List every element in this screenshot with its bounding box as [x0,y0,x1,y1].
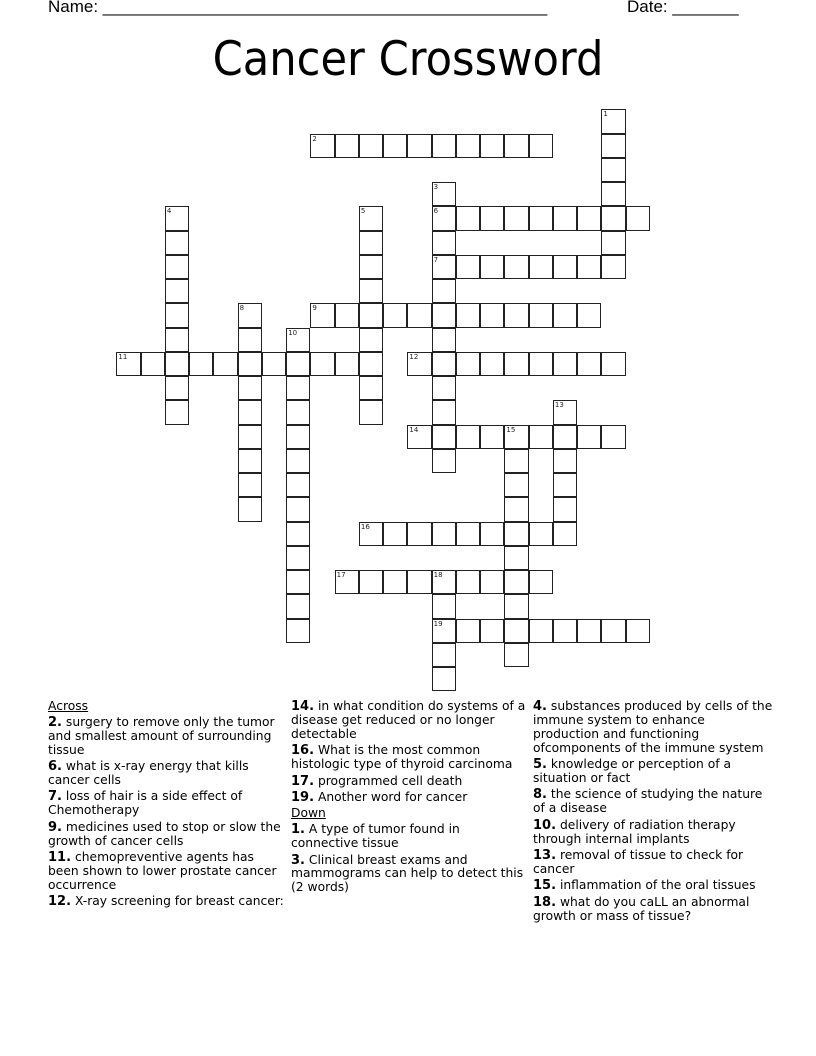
grid-cell[interactable] [553,352,577,376]
clues-column-1 [48,700,288,912]
date-field[interactable]: Date: _______ [627,0,739,16]
clue-down-13: 13. removal of tissue to check for cancer [533,848,744,876]
clue-across-12: 12. X-ray screening for breast cancer: [48,894,284,910]
grid-cell[interactable] [601,255,625,279]
clue-number: 17 [336,571,346,580]
grid-cell[interactable] [456,303,480,327]
grid-cell[interactable] [383,570,407,594]
grid-cell[interactable] [456,134,480,158]
clue-number: 15 [506,425,516,434]
grid-cell[interactable] [335,134,359,158]
grid-cell[interactable] [577,619,601,643]
grid-cell[interactable] [529,206,553,230]
grid-cell[interactable] [238,497,262,521]
grid-cell[interactable] [432,206,456,230]
grid-cell[interactable] [141,352,165,376]
grid-cell[interactable] [262,352,286,376]
grid-cell[interactable] [286,570,310,594]
clue-down-18: 18. what do you caLL an abnormal growth or mass of tissue? [533,894,750,923]
grid-cell[interactable] [553,522,577,546]
grid-cell[interactable] [286,473,310,497]
grid-cell[interactable] [432,376,456,400]
grid-cell[interactable] [456,352,480,376]
grid-cell[interactable] [383,522,407,546]
clue-across-14: 14. in what condition do systems of a disease get reduced or no longer detectable [291,699,526,741]
grid-cell[interactable] [553,303,577,327]
grid-cell[interactable] [286,449,310,473]
grid-cell[interactable] [359,206,383,230]
grid-cell[interactable] [335,570,359,594]
clue-across-17: 17. programmed cell death [291,773,463,789]
grid-cell[interactable] [359,231,383,255]
grid-cell[interactable] [529,134,553,158]
grid-cell[interactable] [456,206,480,230]
grid-cell[interactable] [480,255,504,279]
grid-cell[interactable] [286,376,310,400]
grid-cell[interactable] [238,473,262,497]
grid-cell[interactable] [432,594,456,618]
grid-cell[interactable] [432,134,456,158]
clue-number: 1 [603,110,608,119]
clue-number: 19 [433,619,443,628]
grid-cell[interactable] [456,425,480,449]
grid-cell[interactable] [504,473,528,497]
grid-cell[interactable] [577,303,601,327]
clue-number: 14 [409,425,419,434]
grid-cell[interactable] [504,449,528,473]
grid-cell[interactable] [165,279,189,303]
grid-cell[interactable] [553,425,577,449]
clue-down-8: 8. the science of studying the nature of a disease [533,787,763,816]
grid-cell[interactable] [504,255,528,279]
grid-cell[interactable] [553,619,577,643]
grid-cell[interactable] [529,255,553,279]
grid-cell[interactable] [189,352,213,376]
grid-cell[interactable] [504,619,528,643]
grid-cell[interactable] [480,134,504,158]
grid-cell[interactable] [553,400,577,424]
grid-cell[interactable] [504,522,528,546]
grid-cell[interactable] [529,522,553,546]
clue-number: 3 [433,183,439,192]
grid-cell[interactable] [577,425,601,449]
grid-cell[interactable] [407,303,431,327]
grid-cell[interactable] [335,303,359,327]
grid-cell[interactable] [553,473,577,497]
clue-down-3: 3. Clinical breast exams and mammograms can help to detect this (2 words) [291,852,524,895]
grid-cell[interactable] [432,400,456,424]
grid-cell[interactable] [165,376,189,400]
grid-cell[interactable] [286,400,310,424]
grid-cell[interactable] [359,279,383,303]
grid-cell[interactable] [238,303,262,327]
grid-cell[interactable] [480,352,504,376]
grid-cell[interactable] [601,352,625,376]
grid-cell[interactable] [286,522,310,546]
grid-cell[interactable] [504,206,528,230]
clue-across-9: 9. medicines used to stop or slow the growth of cancer cells [48,819,281,848]
grid-cell[interactable] [529,619,553,643]
grid-cell[interactable] [601,182,625,206]
grid-cell[interactable] [432,425,456,449]
clue-across-11: 11. chemopreventive agents has been shown to lower prostate cancer occurrence [48,850,277,892]
grid-cell[interactable] [456,619,480,643]
grid-cell[interactable] [407,425,431,449]
grid-cell[interactable] [165,206,189,230]
grid-cell[interactable] [456,522,480,546]
grid-cell[interactable] [480,522,504,546]
grid-cell[interactable] [626,619,650,643]
grid-cell[interactable] [480,570,504,594]
grid-cell[interactable] [238,449,262,473]
clue-number: 8 [239,304,245,313]
grid-cell[interactable] [456,570,480,594]
grid-cell[interactable] [432,643,456,667]
grid-cell[interactable] [504,352,528,376]
grid-cell[interactable] [432,522,456,546]
grid-cell[interactable] [456,255,480,279]
grid-cell[interactable] [480,425,504,449]
grid-cell[interactable] [432,570,456,594]
clues-column-3 [533,700,773,926]
grid-cell[interactable] [480,619,504,643]
clue-down-15: 15. inflammation of the oral tissues [533,878,756,894]
grid-cell[interactable] [359,376,383,400]
grid-cell[interactable] [359,522,383,546]
grid-cell[interactable] [310,303,334,327]
grid-cell[interactable] [286,352,310,376]
clue-number: 6 [433,207,439,216]
grid-cell[interactable] [504,425,528,449]
grid-cell[interactable] [310,134,334,158]
grid-cell[interactable] [553,449,577,473]
grid-cell[interactable] [238,376,262,400]
grid-cell[interactable] [359,400,383,424]
grid-cell[interactable] [359,303,383,327]
grid-cell[interactable] [165,303,189,327]
grid-cell[interactable] [407,522,431,546]
grid-cell[interactable] [165,231,189,255]
grid-cell[interactable] [432,231,456,255]
grid-cell[interactable] [480,303,504,327]
grid-cell[interactable] [577,206,601,230]
grid-cell[interactable] [286,594,310,618]
grid-cell[interactable] [504,594,528,618]
grid-cell[interactable] [407,570,431,594]
grid-cell[interactable] [165,328,189,352]
grid-cell[interactable] [359,352,383,376]
grid-cell[interactable] [504,570,528,594]
grid-cell[interactable] [238,425,262,449]
grid-cell[interactable] [432,667,456,691]
grid-cell[interactable] [238,328,262,352]
grid-cell[interactable] [335,352,359,376]
grid-cell[interactable] [383,303,407,327]
grid-cell[interactable] [432,619,456,643]
grid-cell[interactable] [286,619,310,643]
grid-cell[interactable] [359,570,383,594]
clue-number: 5 [360,207,366,216]
clue-number: 7 [433,255,439,264]
grid-cell[interactable] [359,134,383,158]
grid-cell[interactable] [432,182,456,206]
clue-number: 9 [312,304,317,313]
grid-cell[interactable] [432,328,456,352]
grid-cell[interactable] [165,255,189,279]
grid-cell[interactable] [432,279,456,303]
clue-down-5: 5. knowledge or perception of a situation or fact [533,757,732,786]
grid-cell[interactable] [286,328,310,352]
clues-column-2 [291,700,529,898]
grid-cell[interactable] [407,352,431,376]
name-field[interactable]: Name: _______________________________________________ [48,0,548,16]
grid-cell[interactable] [286,497,310,521]
clue-number: 11 [118,352,128,361]
grid-cell[interactable] [238,400,262,424]
grid-cell[interactable] [601,109,625,133]
grid-cell[interactable] [432,255,456,279]
grid-cell[interactable] [601,425,625,449]
grid-cell[interactable] [383,134,407,158]
grid-cell[interactable] [577,255,601,279]
clue-down-10: 10. delivery of radiation therapy through internal implants [533,817,736,846]
page-title: Cancer Crossword [212,32,604,87]
clue-down-4: 4. substances produced by cells of the immune system to enhance production and functioning ofcomponents of the immune system [533,699,773,755]
clue-number: 12 [409,352,419,361]
clue-across-2: 2. surgery to remove only the tumor and smallest amount of surrounding tissue [48,714,275,757]
grid-cell[interactable] [359,328,383,352]
grid-cell[interactable] [553,206,577,230]
grid-cell[interactable] [601,619,625,643]
clue-number: 10 [288,328,298,337]
grid-cell[interactable] [286,546,310,570]
grid-cell[interactable] [165,352,189,376]
grid-cell[interactable] [601,158,625,182]
down-heading: Down [291,806,326,821]
grid-cell[interactable] [504,497,528,521]
grid-cell[interactable] [504,546,528,570]
grid-cell[interactable] [213,352,237,376]
grid-cell[interactable] [529,303,553,327]
grid-cell[interactable] [432,303,456,327]
grid-cell[interactable] [432,352,456,376]
clue-number: 4 [166,207,172,216]
clue-across-7: 7. loss of hair is a side effect of Chemotherapy [48,789,243,818]
grid-cell[interactable] [601,231,625,255]
clue-across-19: 19. Another word for cancer [291,789,468,805]
grid-cell[interactable] [286,425,310,449]
grid-cell[interactable] [407,134,431,158]
grid-cell[interactable] [626,206,650,230]
clue-down-1: 1. A type of tumor found in connective tissue [291,822,460,851]
grid-cell[interactable] [238,352,262,376]
clue-number: 13 [554,401,564,410]
clue-number: 2 [312,134,317,143]
clue-number: 16 [360,522,370,531]
grid-cell[interactable] [504,643,528,667]
grid-cell[interactable] [432,449,456,473]
grid-cell[interactable] [553,255,577,279]
grid-cell[interactable] [310,352,334,376]
clue-across-16: 16. What is the most common histologic type of thyroid carcinoma [291,743,513,772]
grid-cell[interactable] [577,352,601,376]
grid-cell[interactable] [504,303,528,327]
across-heading: Across [48,699,89,713]
grid-cell[interactable] [504,134,528,158]
grid-cell[interactable] [601,206,625,230]
grid-cell[interactable] [116,352,140,376]
grid-cell[interactable] [601,134,625,158]
clue-number: 18 [433,571,443,580]
grid-cell[interactable] [529,425,553,449]
grid-cell[interactable] [553,497,577,521]
grid-cell[interactable] [480,206,504,230]
grid-cell[interactable] [529,352,553,376]
grid-cell[interactable] [529,570,553,594]
clue-across-6: 6. what is x-ray energy that kills cancer cells [48,759,249,788]
grid-cell[interactable] [359,255,383,279]
grid-cell[interactable] [165,400,189,424]
